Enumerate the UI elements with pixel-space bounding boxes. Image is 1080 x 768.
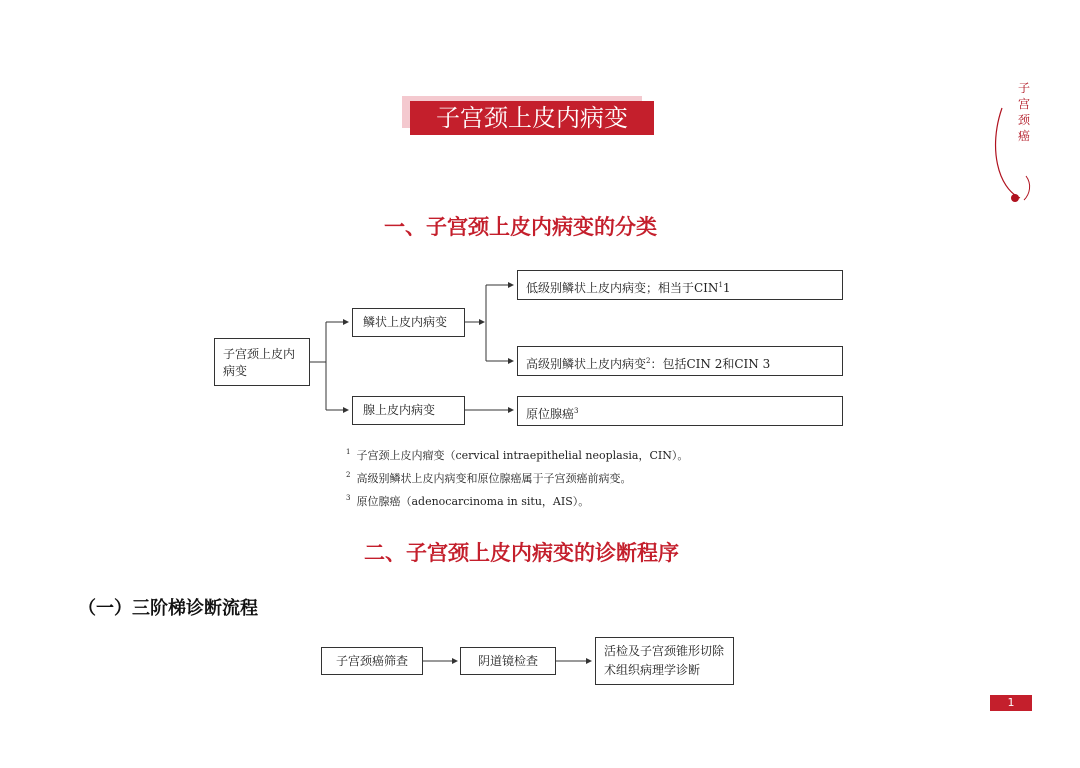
node-hsil: 高级别鳞状上皮内病变$^2$：包括CIN 2和CIN 3	[517, 346, 843, 376]
footnote: $^3$ 原位腺癌（adenocarcinoma in situ，AIS）。	[346, 494, 590, 508]
node-squamous-lesion: 鳞状上皮内病变	[352, 308, 465, 337]
step-screening: 子宫颈癌筛查	[321, 647, 423, 675]
page-title: 子宫颈上皮内病变	[410, 101, 654, 135]
section-heading-classification: 一、子宫颈上皮内病变的分类	[384, 215, 657, 239]
subsection-heading: （一）三阶梯诊断流程	[78, 598, 258, 619]
step-biopsy-pathology: 活检及子宫颈锥形切除术组织病理学诊断	[595, 637, 734, 685]
footnote: $^2$ 高级别鳞状上皮内病变和原位腺癌属于子宫颈癌前病变。	[346, 471, 632, 485]
side-chapter-title: 子宫颈癌	[1017, 81, 1030, 143]
node-lsil: 低级别鳞状上皮内病变；相当于CIN$^1$1	[517, 270, 843, 300]
node-ais: 原位腺癌$^3$	[517, 396, 843, 426]
section-heading-diagnosis: 二、子宫颈上皮内病变的诊断程序	[364, 541, 679, 565]
step-colposcopy: 阴道镜检查	[460, 647, 556, 675]
node-cervical-intraepithelial-lesion: 子宫颈上皮内病变	[214, 338, 310, 386]
footnote: $^1$ 子宫颈上皮内瘤变（cervical intraepithelial neoplasia，CIN）。	[346, 448, 689, 462]
page-number: 1	[990, 695, 1032, 711]
node-glandular-lesion: 腺上皮内病变	[352, 396, 465, 425]
